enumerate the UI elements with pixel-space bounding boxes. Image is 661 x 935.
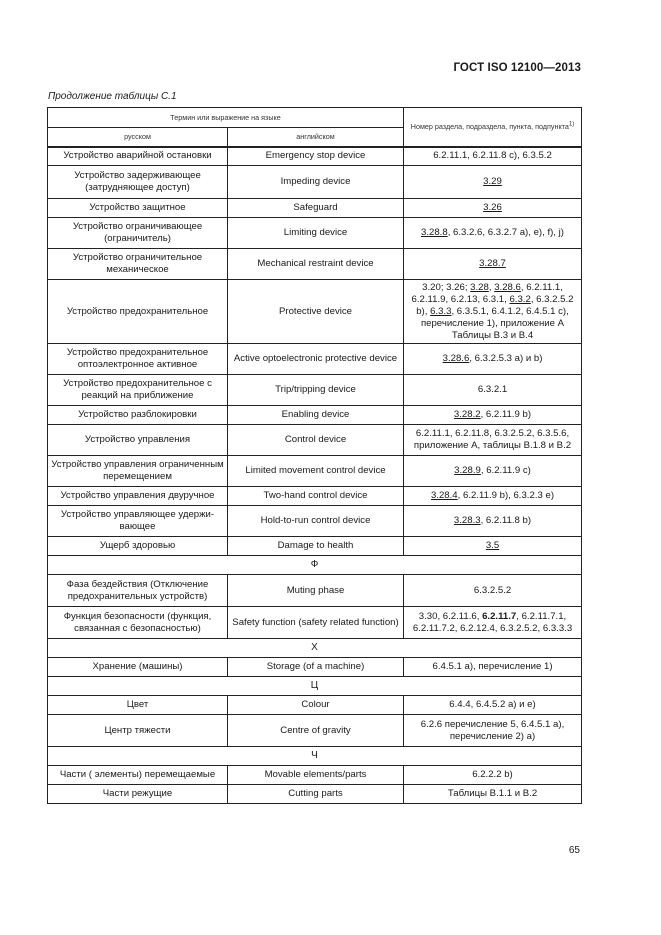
term-russian: Устройство ограничивающее (ограничитель) — [48, 218, 228, 249]
reference-link-text: 3.28.6 — [494, 281, 521, 293]
header-ref-column — [404, 108, 582, 147]
term-english: Cutting parts — [228, 785, 404, 804]
term-russian: Устройство управления — [48, 425, 228, 456]
table-row — [48, 506, 582, 537]
section-reference — [404, 406, 582, 425]
reference-text: , 6.3.2.6, 6.3.2.7 a), e), f), j) — [447, 227, 564, 238]
section-reference — [404, 715, 582, 747]
term-russian: Фаза бездействия (Отключение предохранительных устройств) — [48, 575, 228, 607]
section-reference — [404, 280, 582, 344]
section-reference — [404, 344, 582, 375]
reference-text: 3.30, 6.2.11.6, — [418, 610, 483, 622]
table-row — [48, 607, 582, 639]
term-english: Limited movement control device — [228, 456, 404, 487]
reference-text: , 6.2.11.8 b) — [480, 515, 532, 526]
reference-text: , 6.2.11.1, 6.2.11.9, 6.2.13, 6.3.1, — [411, 281, 563, 305]
section-reference — [404, 375, 582, 406]
terms-table — [47, 107, 582, 804]
reference-link-text: 3.28.4 — [430, 490, 458, 501]
table-row — [48, 575, 582, 607]
document-code: ГОСТ ISO 12100—2013 — [453, 62, 581, 74]
header-ref-footnote: 1) — [568, 121, 575, 128]
reference-text: , 6.2.11.9 c) — [480, 465, 531, 476]
table-row — [48, 425, 582, 456]
table-body — [48, 147, 582, 804]
term-english: Enabling device — [228, 406, 404, 425]
term-russian: Устройство управления ограниченным перемещением — [48, 456, 228, 487]
reference-text: 6.2.11.1, 6.2.11.8, 6.3.2.5.2, 6.3.5.6, приложение A, таблицы B.1.8 и B.2 — [413, 428, 572, 451]
term-russian: Устройство предохранительное — [48, 280, 228, 344]
term-english: Two-hand control device — [228, 487, 404, 506]
section-letter: Х — [48, 639, 582, 658]
table-row — [48, 785, 582, 804]
section-reference — [404, 147, 582, 166]
reference-link-text: 3.28.3 — [453, 515, 481, 526]
term-english: Damage to health — [228, 537, 404, 556]
term-russian: Устройство предохранительное оптоэлектронное активное — [48, 344, 228, 375]
term-english: Safeguard — [228, 199, 404, 218]
table-row — [48, 715, 582, 747]
term-russian: Части режущие — [48, 785, 228, 804]
term-russian: Части ( элементы) перемещаемые — [48, 766, 228, 785]
term-russian: Устройство предохранительное с реакций на приближение — [48, 375, 228, 406]
section-row — [48, 639, 582, 658]
section-reference — [404, 575, 582, 607]
term-russian: Ущерб здоровью — [48, 537, 228, 556]
section-row — [48, 747, 582, 766]
reference-text: Таблицы B.1.1 и B.2 — [447, 788, 538, 799]
reference-link-text: 3.29 — [483, 176, 502, 187]
term-russian: Устройство управляющее удерживающее — [48, 506, 228, 537]
term-english: Protective device — [228, 280, 404, 344]
reference-text: 6.2.2.2 b) — [472, 769, 513, 780]
section-reference — [404, 696, 582, 715]
reference-text: 6.2.11.1, 6.2.11.8 c), 6.3.5.2 — [433, 150, 552, 162]
reference-text: 6.3.2.5.2 — [473, 584, 512, 596]
table-row — [48, 249, 582, 280]
reference-link-text: 6.3.3 — [430, 305, 452, 317]
header-col-english: английском — [228, 128, 404, 147]
reference-text: , 6.3.2.5.3 a) и b) — [469, 353, 543, 364]
term-english: Movable elements/parts — [228, 766, 404, 785]
section-reference — [404, 218, 582, 249]
header-term-group: Термин или выражение на языке — [48, 108, 404, 128]
table-row — [48, 344, 582, 375]
reference-text: , 6.3.2.5.2 b), — [416, 293, 574, 317]
term-english: Limiting device — [228, 218, 404, 249]
section-reference — [404, 456, 582, 487]
section-letter: Ц — [48, 677, 582, 696]
term-russian: Функция безопасности (функция, связанная с безопасностью) — [48, 607, 228, 639]
table-row — [48, 456, 582, 487]
term-english: Colour — [228, 696, 404, 715]
term-english: Trip/tripping device — [228, 375, 404, 406]
reference-link-text: 6.3.2 — [509, 293, 531, 305]
section-reference — [404, 425, 582, 456]
reference-link-text: 3.28.6 — [442, 353, 470, 364]
section-reference — [404, 658, 582, 677]
term-russian: Центр тяжести — [48, 715, 228, 747]
term-english: Impeding device — [228, 166, 404, 199]
reference-text: 6.4.5.1 a), перечисление 1) — [432, 661, 553, 672]
reference-text: , 6.2.11.9 b) — [480, 409, 532, 420]
page-number: 65 — [568, 845, 580, 856]
reference-link-text: 3.26 — [483, 202, 502, 213]
reference-text: , 6.2.11.9 b), 6.3.2.3 e) — [457, 490, 555, 501]
reference-text: , 6.3.5.1, 6.4.1.2, 6.4.5.1 c), перечисление 1), приложение A Таблицы B.3 и B.4 — [420, 305, 569, 341]
term-russian: Устройство защитное — [48, 199, 228, 218]
term-russian: Устройство ограничительное механическое — [48, 249, 228, 280]
reference-text: 6.3.2.1 — [477, 384, 508, 395]
table-row — [48, 658, 582, 677]
term-english: Hold-to-run control device — [228, 506, 404, 537]
table-row — [48, 487, 582, 506]
reference-text: , 6.2.11.7.1, 6.2.11.7.2, 6.2.12.4, 6.3.2.5.2, 6.3.3.3 — [412, 610, 573, 634]
section-letter: Ф — [48, 556, 582, 575]
reference-link-text: 3.5 — [485, 540, 500, 551]
reference-text: , — [488, 281, 495, 293]
section-reference — [404, 199, 582, 218]
section-letter: Ч — [48, 747, 582, 766]
term-english: Muting phase — [228, 575, 404, 607]
term-english: Mechanical restraint device — [228, 249, 404, 280]
section-reference — [404, 607, 582, 639]
table-row — [48, 166, 582, 199]
section-reference — [404, 506, 582, 537]
header-ref-label: Номер раздела, подраздела, пункта, подпункта — [410, 121, 569, 131]
term-english: Active optoelectronic protective device — [228, 344, 404, 375]
term-english: Emergency stop device — [228, 147, 404, 166]
section-reference — [404, 166, 582, 199]
table-row — [48, 537, 582, 556]
table-row — [48, 766, 582, 785]
table-row — [48, 375, 582, 406]
term-russian: Устройство разблокировки — [48, 406, 228, 425]
term-english: Control device — [228, 425, 404, 456]
table-row — [48, 406, 582, 425]
reference-text: 6.4.4, 6.4.5.2 a) и e) — [449, 699, 536, 710]
term-russian: Устройство аварийной остановки — [48, 147, 228, 166]
table-row — [48, 147, 582, 166]
reference-text: 3.20; 3.26; — [422, 281, 471, 293]
table-row — [48, 218, 582, 249]
reference-link-text: 3.28.8 — [421, 227, 448, 238]
term-english: Centre of gravity — [228, 715, 404, 747]
reference-link-text: 3.28.9 — [454, 465, 481, 476]
header-col-russian: русском — [48, 128, 228, 147]
term-english: Storage (of a machine) — [228, 658, 404, 677]
section-reference — [404, 487, 582, 506]
term-english: Safety function (safety related function) — [228, 607, 404, 639]
reference-link-text: 3.28.7 — [479, 258, 506, 269]
table-row — [48, 280, 582, 344]
table-row — [48, 199, 582, 218]
section-reference — [404, 785, 582, 804]
section-reference — [404, 537, 582, 556]
table-caption: Продолжение таблицы С.1 — [48, 91, 177, 102]
term-russian: Устройство задерживающее (затрудняющее доступ) — [48, 166, 228, 199]
table-row — [48, 696, 582, 715]
reference-link-text: 3.28.2 — [453, 409, 481, 420]
term-russian: Цвет — [48, 696, 228, 715]
reference-text: 6.2.6 перечисление 5, 6.4.5.1 a), перечисление 2) a) — [420, 718, 565, 742]
section-row — [48, 556, 582, 575]
term-russian: Хранение (машины) — [48, 658, 228, 677]
section-row — [48, 677, 582, 696]
term-russian: Устройство управления двуручное — [48, 487, 228, 506]
section-reference — [404, 766, 582, 785]
reference-text: 6.2.11.7 — [482, 610, 517, 622]
section-reference — [404, 249, 582, 280]
reference-link-text: 3.28 — [470, 281, 489, 293]
